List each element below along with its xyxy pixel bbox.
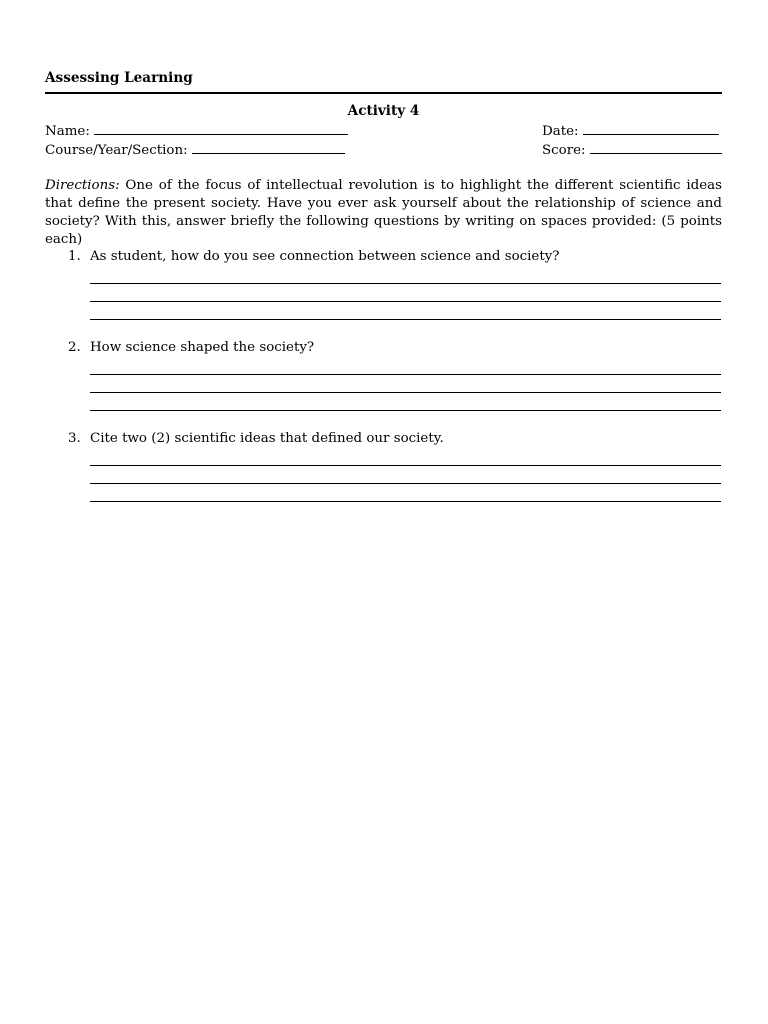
answer-line[interactable] (90, 319, 721, 320)
date-label: Date: (542, 124, 579, 139)
date-blank[interactable] (583, 122, 719, 135)
section-title: Assessing Learning (45, 70, 193, 86)
answer-line[interactable] (90, 501, 721, 502)
course-year-section-field[interactable] (45, 141, 345, 158)
activity-title: Activity 4 (347, 103, 420, 119)
score-blank[interactable] (590, 141, 722, 154)
worksheet-page (45, 0, 722, 1024)
answer-line[interactable] (90, 301, 721, 302)
question-text: Cite two (2) scientific ideas that defined our society. (90, 431, 444, 446)
question-number: 3. (68, 431, 81, 446)
answer-line[interactable] (90, 283, 721, 284)
score-label: Score: (542, 143, 586, 158)
header-divider (45, 92, 722, 94)
answer-line[interactable] (90, 465, 721, 466)
name-field[interactable] (45, 122, 348, 139)
name-label: Name: (45, 124, 90, 139)
score-field[interactable] (542, 141, 722, 158)
directions-paragraph (45, 177, 722, 249)
question-number: 1. (68, 249, 81, 264)
directions-label: Directions: (45, 178, 120, 193)
answer-line[interactable] (90, 410, 721, 411)
question-number: 2. (68, 340, 81, 355)
directions-text: One of the focus of intellectual revolution is to highlight the different scientific ideas that define the present society. Have you ever ask yourself about the relationship of science and society? With this, answer briefly the following questions by writing on spaces provided: (5 points each) (45, 178, 722, 247)
answer-line[interactable] (90, 483, 721, 484)
question-text: As student, how do you see connection between science and society? (90, 249, 560, 264)
answer-line[interactable] (90, 392, 721, 393)
name-blank[interactable] (94, 122, 348, 135)
course-year-section-label: Course/Year/Section: (45, 143, 188, 158)
answer-line[interactable] (90, 374, 721, 375)
date-field[interactable] (542, 122, 719, 139)
course-year-section-blank[interactable] (192, 141, 345, 154)
question-text: How science shaped the society? (90, 340, 315, 355)
